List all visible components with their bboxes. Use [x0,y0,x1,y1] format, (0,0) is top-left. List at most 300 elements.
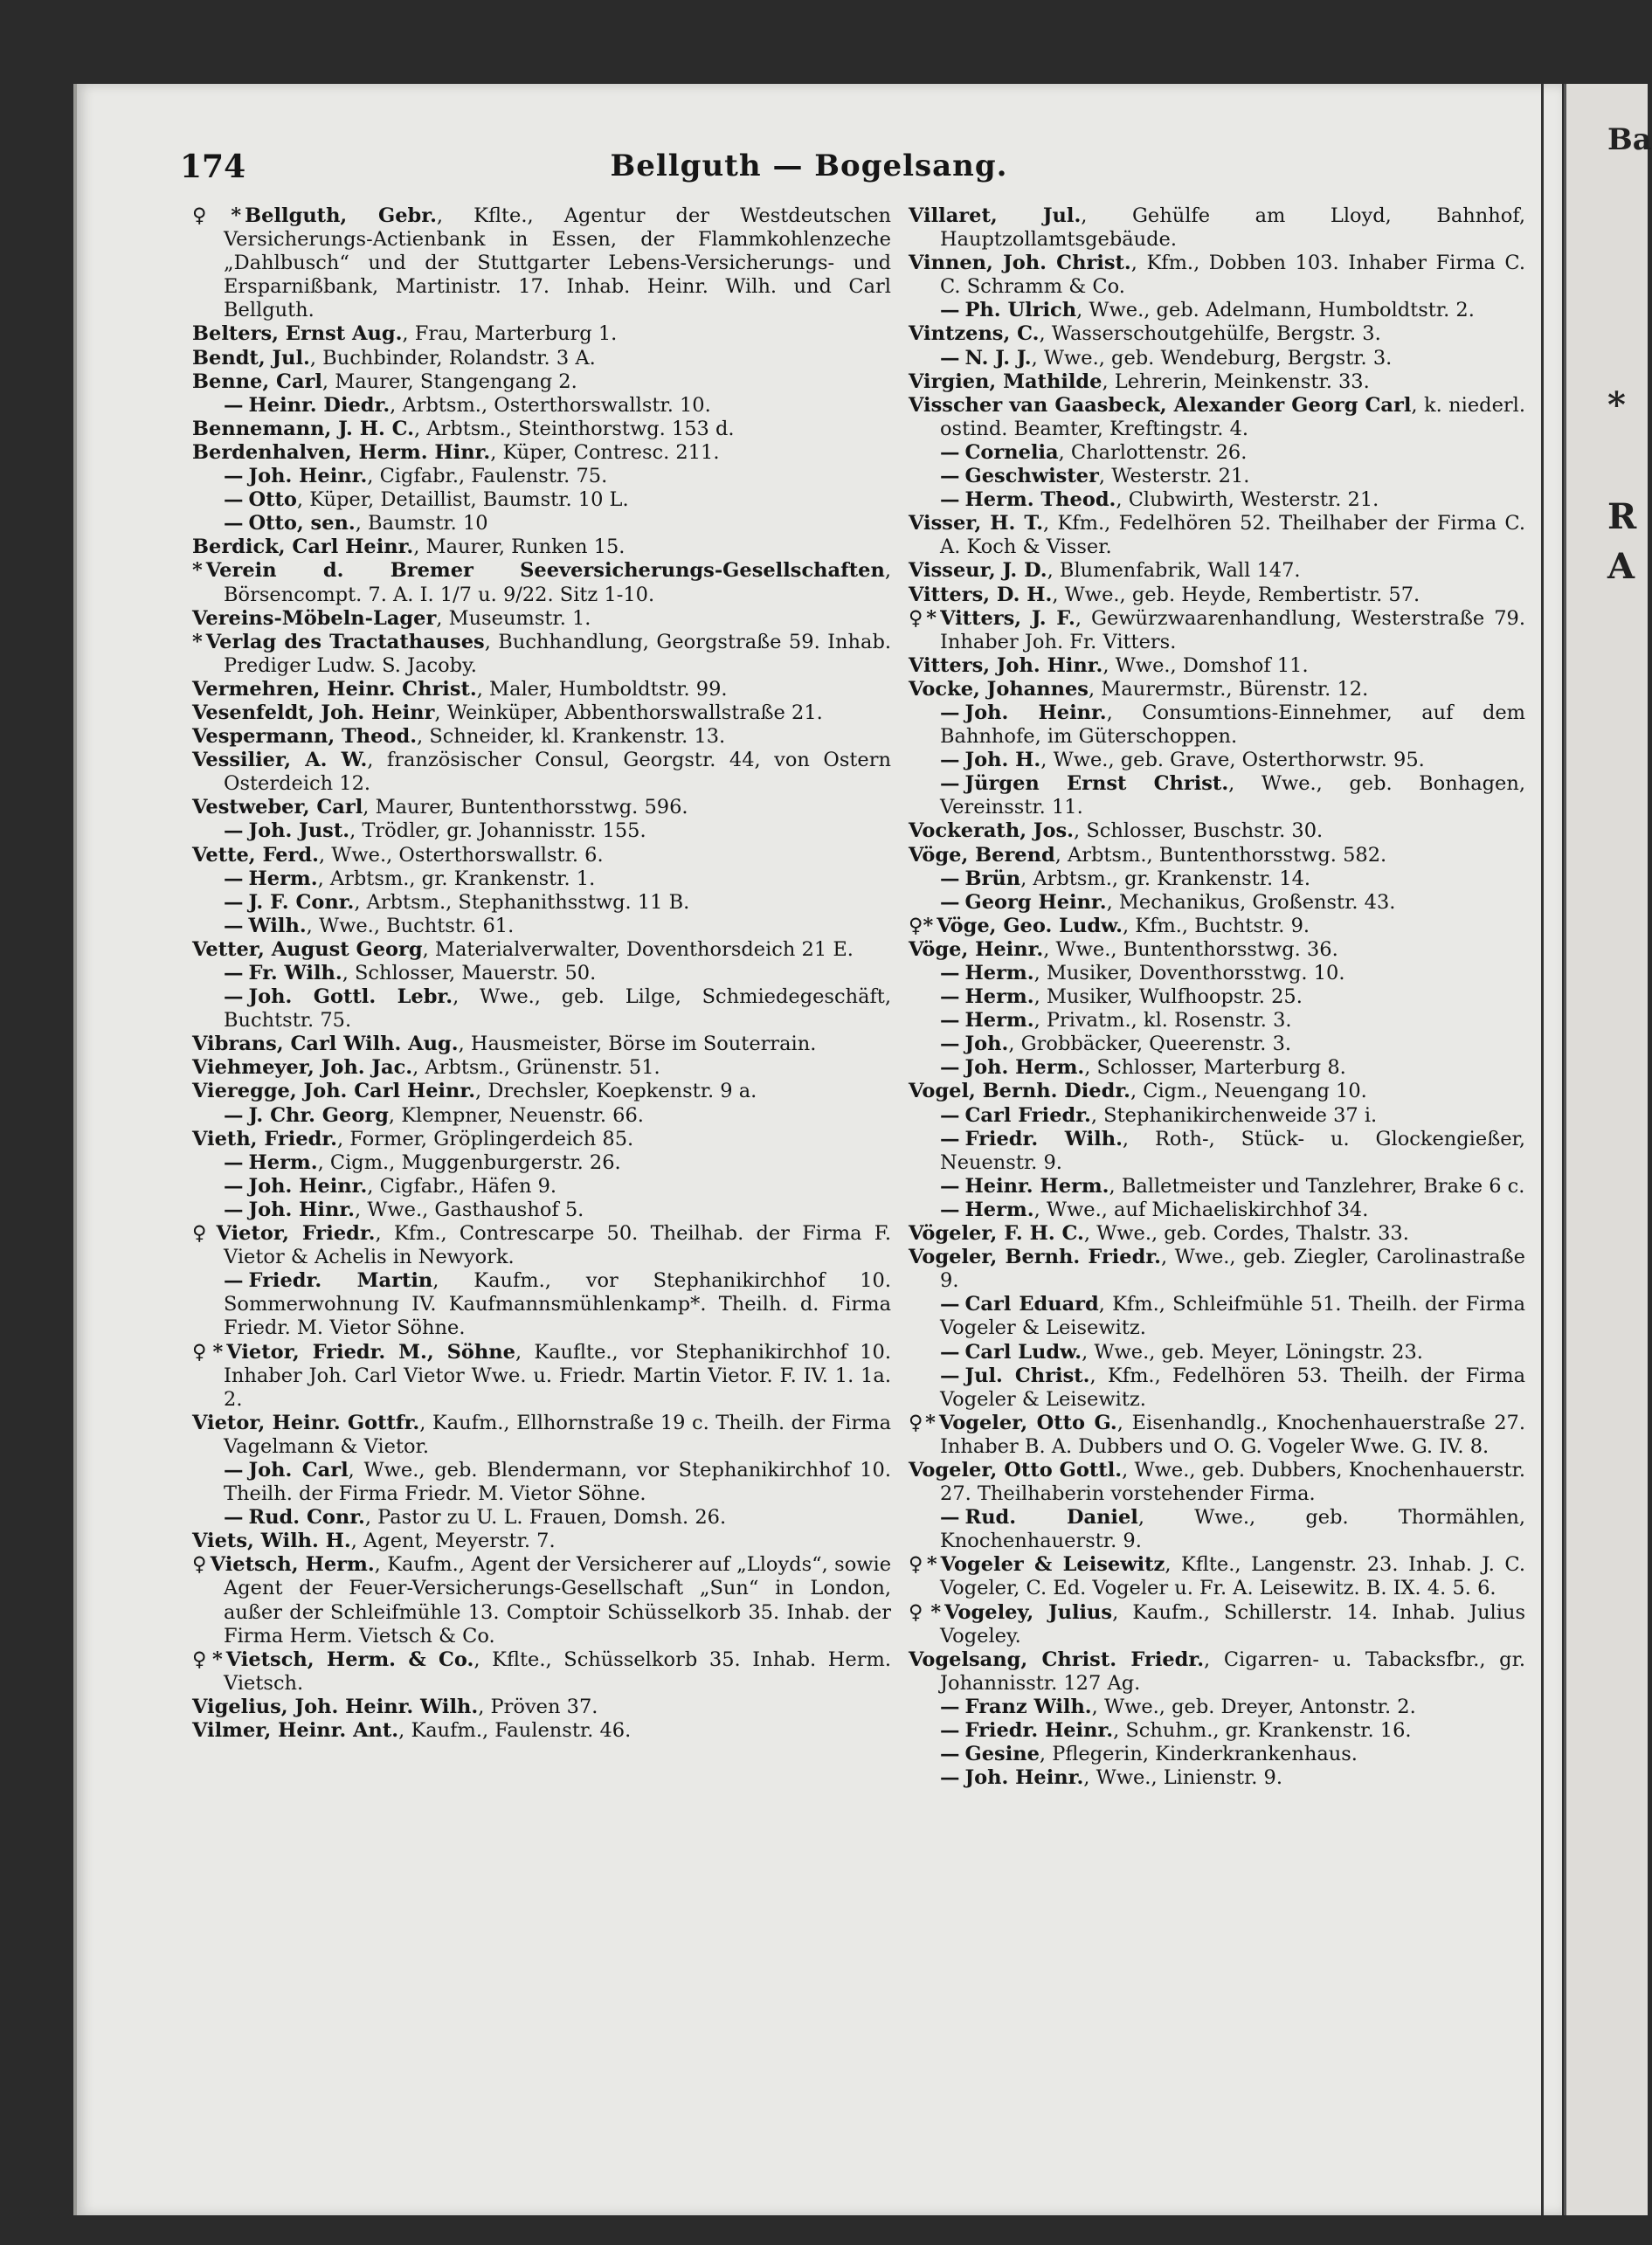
entry-details: , Wwe., geb. Lilge, Schmiedegeschäft, Buchtstr. 75. [224,985,892,1033]
entry-details: , Cigm., Neuengang 10. [1130,1080,1367,1103]
directory-entry [909,1293,1525,1340]
entry-name: Joh. Hinr. [248,1198,355,1221]
entry-details: , Schlosser, Mauerstr. 50. [342,962,597,984]
entry-details: , Wwe., Domshof 11. [1102,653,1309,677]
directory-entry [192,1056,891,1080]
directory-entry [192,844,891,867]
edge-mark: Ba [1607,122,1652,157]
continuation-dash: — [224,890,244,914]
entry-details: , Wwe., geb. Dreyer, Antonstr. 2. [1091,1695,1416,1718]
directory-entry [909,299,1525,322]
entry-details: , Klempner, Neuenstr. 66. [388,1103,644,1127]
entry-details: , Kflte., Agentur der Westdeutschen Versicherungs-Actienbank in Essen, der Flammkohlenzeche „Dahlbusch“ und der Stuttgarter Lebens-Versicherungs- und Ersparnißbank, Martinistr. 17. Inhab. Heinr. Wilh. und Carl Bellguth. [224,204,892,322]
continuation-dash: — [940,962,960,984]
entry-details: , Consumtions-Einnehmer, auf dem Bahnhofe, im Güterschoppen. [940,701,1525,749]
entry-details: , Arbtsm., Steinthorstwg. 153 d. [413,417,735,440]
entry-name: Herm. [964,985,1034,1009]
entry-mark: ♀* [909,606,937,630]
entry-details: , Arbtsm., Buntenthorsstwg. 582. [1054,843,1387,867]
directory-entry [192,701,891,725]
directory-entry [192,631,891,678]
continuation-dash: — [940,1009,960,1033]
directory-entry [909,204,1525,252]
running-head [77,149,1541,201]
entry-details: , Weinküper, Abbenthorswallstraße 21. [434,701,823,724]
entry-details: , Pastor zu U. L. Frauen, Domsh. 26. [364,1506,727,1530]
entry-details: , französischer Consul, Georgstr. 44, von Ostern Osterdeich 12. [224,749,891,796]
entry-details: , Börsencompt. 7. A. I. 1/7 u. 9/22. Sitz 1-10. [224,559,891,606]
directory-entry [909,1246,1525,1293]
entry-name: Bellguth, Gebr. [245,204,437,227]
entry-details: , Maurer, Buntenthorsstwg. 596. [363,796,688,819]
directory-entry [192,962,891,985]
entry-name: Joh. [964,1033,1009,1056]
continuation-dash: — [224,914,244,937]
entry-details: , Kfm., Dobben 103. Inhaber Firma C. C. Schramm & Co. [940,252,1525,299]
directory-entry [192,488,891,512]
continuation-dash: — [224,962,244,984]
entry-name: Geschwister [964,465,1099,488]
entry-name: Visscher van Gaasbeck, Alexander Georg Carl [909,393,1412,417]
entry-name: Vöge, Berend [909,843,1055,867]
continuation-dash: — [940,1174,960,1198]
directory-entry [909,1766,1525,1790]
directory-entry [192,1648,891,1696]
entry-details: , Wwe., Gasthaushof 5. [354,1198,584,1221]
directory-entry [192,1151,891,1175]
entry-name: Viehmeyer, Joh. Jac. [192,1056,413,1080]
continuation-dash: — [940,1719,960,1742]
directory-entry [909,1743,1525,1766]
directory-entry [192,559,891,606]
directory-entry [909,1459,1525,1506]
entry-name: Berdick, Carl Heinr. [192,535,414,559]
directory-entry [909,607,1525,654]
entry-details: , Schuhm., gr. Krankenstr. 16. [1113,1719,1412,1742]
entry-mark: ♀* [192,1647,223,1671]
entry-name: Gesine [964,1743,1040,1766]
directory-entry [909,1222,1525,1246]
entry-details: , Privatm., kl. Rosenstr. 3. [1033,1009,1292,1033]
entry-details: , Wwe., Buchtstr. 61. [306,914,515,937]
entry-details: , Arbtsm., gr. Krankenstr. 1. [317,867,596,890]
entry-details: , Charlottenstr. 26. [1058,440,1248,464]
entry-details: , Lehrerin, Meinkenstr. 33. [1102,370,1370,393]
entry-name: Ph. Ulrich [964,299,1077,322]
entry-name: Vögeler, F. H. C. [909,1222,1084,1246]
entry-mark: ♀* [192,204,242,227]
entry-details: , Wwe., Linienstr. 9. [1083,1766,1283,1790]
entry-name: Belters, Ernst Aug. [192,322,403,346]
continuation-dash: — [940,1506,960,1530]
entry-details: , Materialverwalter, Doventhorsdeich 21 E. [422,937,854,961]
directory-entry [909,1341,1525,1364]
directory-entry [192,819,891,843]
entry-mark: ♀ [192,1553,207,1577]
directory-entry [909,1198,1525,1222]
entry-name: Vietor, Friedr. M., Söhne [226,1340,515,1364]
entry-details: , Maurer, Stangengang 2. [321,370,577,393]
continuation-dash: — [224,867,244,890]
entry-name: Herm. [248,1150,318,1174]
continuation-dash: — [224,488,244,512]
entry-mark: * [192,559,203,583]
entry-name: Vogelsang, Christ. Friedr. [909,1647,1205,1671]
continuation-dash: — [224,1174,244,1198]
entry-name: Otto, sen. [248,512,356,535]
right-column [909,204,1525,1790]
entry-details: , k. niederl. ostind. Beamter, Kreftingstr. 4. [940,393,1525,440]
continuation-dash: — [224,1506,244,1530]
directory-entry [909,1104,1525,1128]
directory-entry [909,654,1525,678]
edge-mark: R [1607,496,1637,537]
continuation-dash: — [940,985,960,1009]
entry-name: Visser, H. T. [909,512,1044,535]
edge-mark: * [1607,384,1626,425]
directory-page [73,84,1562,2215]
entry-details: , Wwe., geb. Adelmann, Humboldtstr. 2. [1076,299,1475,322]
entry-name: Vockerath, Jos. [909,819,1075,843]
directory-entry [192,607,891,631]
entry-details: , Kaufm., vor Stephanikirchhof 10. Sommerwohnung IV. Kaufmannsmühlenkamp*. Theilh. d. Firma Friedr. M. Vietor Söhne. [224,1269,892,1340]
entry-name: Friedr. Heinr. [964,1719,1114,1742]
directory-entry [192,370,891,394]
entry-name: Vigelius, Joh. Heinr. Wilh. [192,1695,479,1718]
entry-name: Vibrans, Carl Wilh. Aug. [192,1033,459,1056]
directory-entry [909,559,1525,583]
entry-name: Berdenhalven, Herm. Hinr. [192,440,491,464]
entry-name: Heinr. Herm. [964,1174,1109,1198]
directory-entry [909,1412,1525,1459]
directory-entry [192,1104,891,1128]
entry-name: Vestweber, Carl [192,796,363,819]
entry-mark: * [192,630,203,653]
entry-name: Herm. [964,1198,1034,1221]
entry-name: J. F. Conr. [248,890,355,914]
entry-name: Villaret, Jul. [909,204,1082,227]
entry-name: Jürgen Ernst Christ. [964,772,1229,796]
entry-name: Fr. Wilh. [248,962,342,984]
entry-mark: ♀* [909,1411,936,1434]
entry-name: J. Chr. Georg [248,1103,389,1127]
entry-details: , Blumenfabrik, Wall 147. [1047,559,1301,583]
entry-name: Vitters, J. F. [940,606,1075,630]
entry-name: Vintzens, C. [909,322,1040,346]
entry-name: Vogeler & Leisewitz [940,1553,1165,1577]
entry-name: Vessilier, A. W. [192,749,368,772]
directory-entry [909,488,1525,512]
directory-entry [909,962,1525,985]
continuation-dash: — [940,488,960,512]
entry-details: , Wwe., geb. Dubbers, Knochenhauerstr. 27. Theilhaberin vorstehender Firma. [940,1458,1525,1506]
entry-details: , Kfm., Fedelhören 52. Theilhaber der Firma C. A. Koch & Visser. [940,512,1525,559]
entry-details: , Maler, Humboldtstr. 99. [476,677,728,701]
entry-details: , Kauflte., vor Stephanikirchhof 10. Inhaber Joh. Carl Vietor Wwe. u. Friedr. Martin Vietor. F. IV. 1. 1a. 2. [224,1340,892,1411]
directory-entry [192,535,891,559]
entry-name: Virgien, Mathilde [909,370,1102,393]
entry-name: Herm. [964,1009,1034,1033]
directory-entry [192,985,891,1033]
directory-entry [192,418,891,441]
entry-details: , Westerstr. 21. [1098,465,1250,488]
entry-name: Vogeler, Bernh. Friedr. [909,1246,1161,1269]
entry-name: Carl Eduard [964,1293,1099,1316]
directory-entry [909,1009,1525,1033]
directory-entry [909,891,1525,915]
continuation-dash: — [940,1127,960,1150]
continuation-dash: — [224,393,244,417]
directory-entry [192,891,891,915]
entry-name: Benne, Carl [192,370,322,393]
entry-details: , Kfm., Buchtstr. 9. [1123,914,1310,937]
entry-name: Vieth, Friedr. [192,1127,337,1150]
continuation-dash: — [224,465,244,488]
entry-details: , Arbtsm., gr. Krankenstr. 14. [1020,867,1311,890]
continuation-dash: — [940,701,960,724]
directory-entry [909,701,1525,749]
entry-details: , Wwe., geb. Bonhagen, Vereinsstr. 11. [940,772,1525,819]
adjacent-page-edge [1564,84,1648,2215]
entry-details: , Frau, Marterburg 1. [402,322,618,346]
continuation-dash: — [940,1743,960,1766]
continuation-dash: — [940,299,960,322]
directory-entry [192,512,891,535]
entry-details: , Gewürzwaarenhandlung, Westerstraße 79. Inhaber Joh. Fr. Vitters. [940,606,1525,653]
entry-mark: ♀* [909,914,934,937]
entry-name: Vöge, Heinr. [909,937,1044,961]
entry-name: Vogeley, Julius [944,1600,1113,1624]
directory-entry [192,465,891,488]
entry-details: , Kfm., Schleifmühle 51. Theilh. der Firma Vogeler & Leisewitz. [940,1293,1525,1340]
entry-details: , Kaufm., Schillerstr. 14. Inhab. Julius Vogeley. [940,1600,1525,1647]
entry-mark: ♀* [909,1553,937,1577]
entry-details: , Wwe., geb. Wendeburg, Bergstr. 3. [1031,346,1393,370]
continuation-dash: — [940,346,960,370]
directory-entry [909,844,1525,867]
entry-details: , Cigfabr., Faulenstr. 75. [367,465,608,488]
entry-name: N. J. J. [964,346,1032,370]
directory-entry [192,1696,891,1719]
directory-entry [192,796,891,819]
directory-entry [909,938,1525,962]
entry-details: , Mechanikus, Großenstr. 43. [1106,890,1396,914]
directory-entry [909,678,1525,701]
left-column [192,204,891,1743]
directory-entry [192,441,891,465]
page-title: Bellguth — Bogelsang. [610,149,1008,183]
directory-entry [192,725,891,749]
directory-entry [909,512,1525,559]
continuation-dash: — [224,1103,244,1127]
continuation-dash: — [224,1150,244,1174]
directory-entry [192,1553,891,1647]
entry-name: Vietsch, Herm. & Co. [225,1647,474,1671]
continuation-dash: — [940,1198,960,1221]
entry-name: Heinr. Diedr. [248,393,391,417]
entry-details: , Wwe., geb. Grave, Osterthorwstr. 95. [1040,749,1425,772]
entry-details: , Former, Gröplingerdeich 85. [337,1127,634,1150]
entry-details: , Buchbinder, Rolandstr. 3 A. [309,346,596,370]
entry-name: Joh. Heinr. [964,1766,1084,1790]
entry-details: , Pröven 37. [478,1695,598,1718]
entry-details: , Hausmeister, Börse im Souterrain. [458,1033,817,1056]
entry-name: Georg Heinr. [964,890,1107,914]
directory-entry [192,1080,891,1103]
entry-name: Vietor, Friedr. [216,1222,376,1246]
directory-entry [192,938,891,962]
entry-name: Herm. Theod. [964,488,1116,512]
continuation-dash: — [940,465,960,488]
continuation-dash: — [940,1033,960,1056]
directory-entry [909,867,1525,891]
directory-entry [192,1222,891,1269]
directory-entry [909,1648,1525,1696]
entry-details: , Cigm., Muggenburgerstr. 26. [317,1150,621,1174]
continuation-dash: — [940,1103,960,1127]
continuation-dash: — [224,1458,244,1482]
directory-entry [909,1506,1525,1553]
entry-name: Vitters, D. H. [909,583,1053,606]
entry-details: , Gehülfe am Lloyd, Bahnhof, Hauptzollamtsgebäude. [940,204,1525,252]
entry-details: , Arbtsm., Grünenstr. 51. [412,1056,660,1080]
directory-entry [909,1080,1525,1103]
entry-name: Joh. Just. [248,819,350,843]
entry-name: Joh. Heinr. [964,701,1107,724]
entry-name: Vocke, Johannes [909,677,1089,701]
entry-details: , Pflegerin, Kinderkrankenhaus. [1039,1743,1358,1766]
continuation-dash: — [940,1056,960,1080]
entry-name: Vitters, Joh. Hinr. [909,653,1103,677]
continuation-dash: — [224,985,244,1009]
entry-details: , Wwe., geb. Heyde, Rembertistr. 57. [1052,583,1420,606]
entry-name: Carl Friedr. [964,1103,1091,1127]
entry-details: , Musiker, Doventhorsstwg. 10. [1033,962,1345,984]
entry-details: , Arbtsm., Osterthorswallstr. 10. [390,393,711,417]
directory-entry [909,1175,1525,1198]
entry-name: Wilh. [248,914,307,937]
directory-entry [192,1033,891,1056]
entry-name: Vereins-Möbeln-Lager [192,606,437,630]
directory-entry [192,1459,891,1506]
entry-name: Visseur, J. D. [909,559,1047,583]
entry-name: Vogel, Bernh. Diedr. [909,1080,1130,1103]
entry-details: , Maurer, Runken 15. [413,535,626,559]
continuation-dash: — [940,1293,960,1316]
directory-entry [192,867,891,891]
continuation-dash: — [224,1269,244,1293]
entry-name: Herm. [964,962,1034,984]
directory-entry [909,1553,1525,1600]
entry-details: , Wwe., geb. Blendermann, vor Stephanikirchhof 10. Theilh. der Firma Friedr. M. Vietor Söhne. [224,1458,891,1506]
directory-entry [909,985,1525,1009]
entry-details: , Kaufm., Agent der Versicherer auf „Lloyds“, sowie Agent der Feuer-Versicherungs-Gesellschaft „Sun“ in London, außer der Schleifmühle 13. Comptoir Schüsselkorb 35. Inhab. der Firma Herm. Vietsch & Co. [224,1553,892,1647]
directory-entry [909,441,1525,465]
directory-entry [192,749,891,796]
directory-entry [909,1033,1525,1056]
continuation-dash: — [224,1198,244,1221]
entry-name: Jul. Christ. [964,1364,1090,1387]
continuation-dash: — [940,772,960,796]
directory-entry [192,1530,891,1553]
edge-mark: A [1607,546,1635,587]
directory-entry [909,1128,1525,1175]
entry-details: , Schneider, kl. Krankenstr. 13. [417,725,726,749]
directory-entry [909,347,1525,370]
directory-entry [192,1175,891,1198]
directory-entry [909,915,1525,938]
entry-details: , Baumstr. 10 [355,512,488,535]
entry-name: Rud. Daniel [964,1506,1138,1530]
continuation-dash: — [940,1340,960,1364]
entry-name: Viets, Wilh. H. [192,1530,351,1553]
entry-name: Vietor, Heinr. Gottfr. [192,1411,420,1434]
continuation-dash: — [940,1766,960,1790]
entry-details: , Eisenhandlg., Knochenhauerstraße 27. Inhaber B. A. Dubbers und O. G. Vogeler Wwe. G. IV. 8. [940,1411,1525,1458]
entry-mark: ♀* [909,1600,942,1624]
continuation-dash: — [940,749,960,772]
entry-details: , Roth-, Stück- u. Glockengießer, Neuenstr. 9. [940,1127,1525,1174]
directory-entry [909,819,1525,843]
entry-name: Vetter, August Georg [192,937,423,961]
entry-name: Vogeler, Otto Gottl. [909,1458,1123,1482]
directory-entry [192,347,891,370]
entry-name: Friedr. Martin [248,1269,433,1293]
directory-entry [192,1412,891,1459]
entry-details: , Schlosser, Buschstr. 30. [1074,819,1324,843]
entry-name: Franz Wilh. [964,1695,1092,1718]
directory-entry [192,1128,891,1151]
entry-mark: ♀ [192,1222,213,1246]
entry-details: , Grobbäcker, Queerenstr. 3. [1008,1033,1292,1056]
entry-name: Vietsch, Herm. [210,1553,375,1577]
entry-details: , Wwe., auf Michaeliskirchhof 34. [1033,1198,1369,1221]
entry-details: , Clubwirth, Westerstr. 21. [1116,488,1379,512]
entry-details: , Küper, Contresc. 211. [490,440,720,464]
entry-name: Verlag des Tractathauses [205,630,485,653]
entry-name: Vinnen, Joh. Christ. [909,252,1131,275]
entry-name: Friedr. Wilh. [964,1127,1123,1150]
directory-entry [909,322,1525,346]
entry-details: , Maurermstr., Bürenstr. 12. [1088,677,1369,701]
directory-entry [909,1696,1525,1719]
continuation-dash: — [940,867,960,890]
entry-name: Herm. [248,867,318,890]
entry-name: Joh. Herm. [964,1056,1085,1080]
entry-details: , Schlosser, Marterburg 8. [1084,1056,1346,1080]
entry-details: , Cigfabr., Häfen 9. [367,1174,557,1198]
continuation-dash: — [224,512,244,535]
directory-entry [192,204,891,322]
entry-name: Cornelia [964,440,1059,464]
entry-details: , Kaufm., Faulenstr. 46. [398,1719,632,1742]
continuation-dash: — [940,1364,960,1387]
entry-name: Otto [248,488,297,512]
directory-entry [192,678,891,701]
entry-details: , Kfm., Fedelhören 53. Theilh. der Firma Vogeler & Leisewitz. [940,1364,1525,1411]
entry-name: Vermehren, Heinr. Christ. [192,677,477,701]
entry-name: Vespermann, Theod. [192,725,418,749]
directory-entry [909,1719,1525,1743]
page-number: 174 [180,149,246,185]
entry-name: Vette, Ferd. [192,843,319,867]
directory-entry [192,1341,891,1412]
entry-details: , Buchhandlung, Georgstraße 59. Inhab. Prediger Ludw. S. Jacoby. [224,630,891,677]
directory-entry [909,465,1525,488]
directory-entry [909,584,1525,607]
entry-details: , Küper, Detaillist, Baumstr. 10 L. [296,488,629,512]
entry-details: , Kfm., Contrescarpe 50. Theilhab. der Firma F. Vietor & Achelis in Newyork. [224,1222,892,1269]
